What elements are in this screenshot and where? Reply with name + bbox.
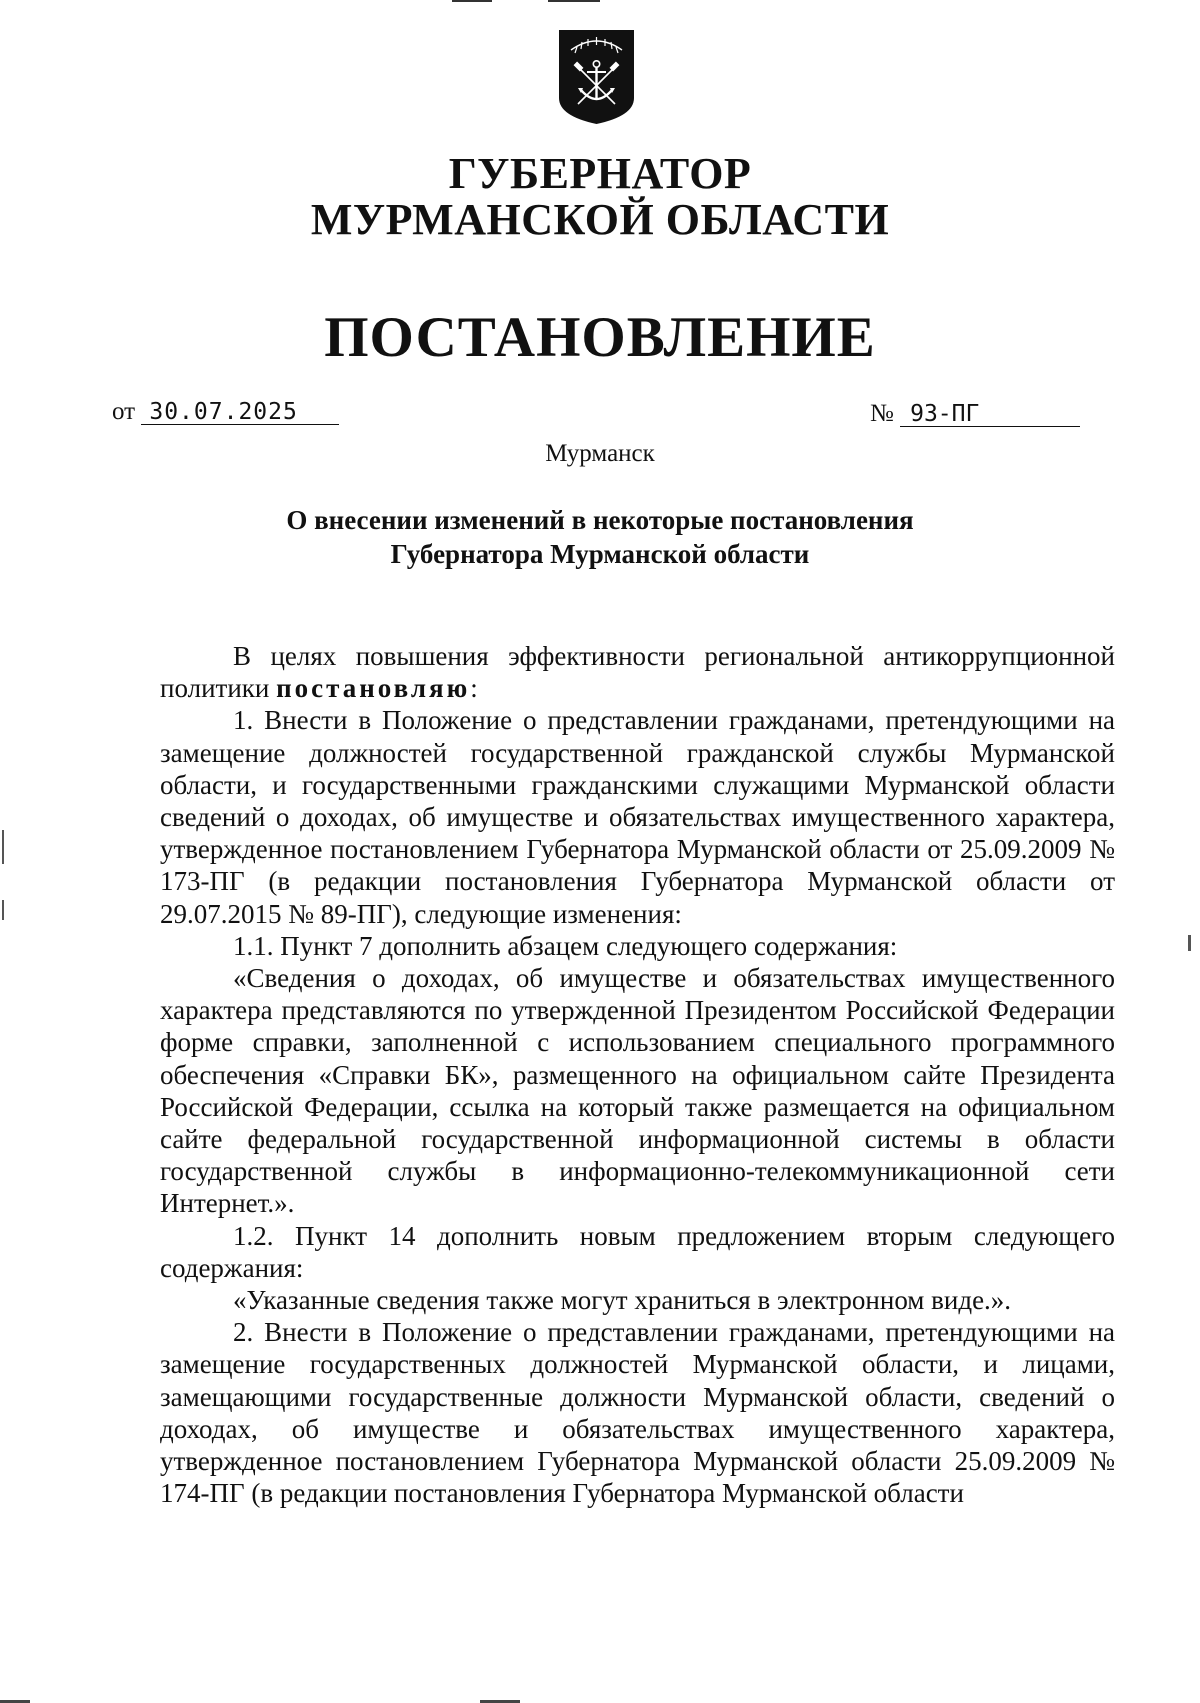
document-body: [160, 640, 1115, 1509]
scan-artifact-top: [452, 0, 752, 3]
org-title-line2: МУРМАНСКОЙ ОБЛАСТИ: [310, 195, 890, 244]
intro-text: В целях повышения эффективности региональной антикоррупционной политики: [160, 641, 1115, 704]
number-value: 93-ПГ: [900, 402, 1080, 427]
intro-paragraph: [160, 640, 1115, 704]
paragraph-2: 2. Внести в Положение о представлении гражданами, претендующими на замещение государственных должностей Мурманской области, и лицами, замещающими государственные должности Мурманской области, сведений о доходах, об имуществе и обязательствах имущественного характера, утвержденное постановлением Губернатора Мурманской области 25.09.2009 № 174-ПГ (в редакции постановления Губернатора Мурманской области: [160, 1317, 1115, 1509]
document-type: ПОСТАНОВЛЕНИЕ: [324, 306, 876, 369]
scan-artifact-right-margin: [1188, 935, 1191, 951]
scan-artifact-left-margin: [2, 900, 4, 920]
number-prefix: №: [870, 400, 894, 427]
date-value: 30.07.2025: [141, 400, 339, 425]
document-number: [870, 400, 1080, 428]
document-heading: [0, 503, 1200, 571]
paragraph-1-2: 1.2. Пункт 14 дополнить новым предложением вторым следующего содержания:: [160, 1220, 1115, 1283]
quote-1-1: «Сведения о доходах, об имуществе и обязательствах имущественного характера представляются по утвержденной Президентом Российской Федерации форме справки, заполненной с использованием специального программного обеспечения «Справки БК», размещенного на официальном сайте Президента Российской Федерации, ссылка на который также размещается на официальном сайте федеральной государственной информационной системы в области государственной службы в информационно-телекоммуникационной сети Интернет.».: [160, 963, 1115, 1219]
paragraph-1-1: 1.1. Пункт 7 дополнить абзацем следующего содержания:: [233, 930, 898, 961]
quote-1-2: «Указанные сведения также могут храниться в электронном виде.».: [233, 1285, 1012, 1316]
heading-line1: О внесении изменений в некоторые постановления: [286, 505, 914, 535]
intro-end: :: [470, 673, 478, 704]
paragraph-1: 1. Внести в Положение о представлении гражданами, претендующими на замещение должностей государственной гражданской службы Мурманской области, и государственными гражданскими служащими Мурманской области сведений о доходах, об имуществе и обязательствах имущественного характера, утвержденное постановлением Губернатора Мурманской области от 25.09.2009 № 173-ПГ (в редакции постановления Губернатора Мурманской области от 29.07.2015 № 89-ПГ), следующие изменения:: [160, 705, 1115, 929]
intro-action: постановляю: [276, 673, 471, 704]
city: Мурманск: [545, 440, 655, 467]
date-prefix: от: [112, 398, 136, 425]
document-date: [112, 398, 339, 426]
murmansk-coat-of-arms-icon: [557, 28, 636, 126]
heading-line2: Губернатора Мурманской области: [390, 539, 810, 569]
scan-artifact-left-margin: [2, 830, 4, 864]
org-title-line1: ГУБЕРНАТОР: [448, 149, 752, 198]
